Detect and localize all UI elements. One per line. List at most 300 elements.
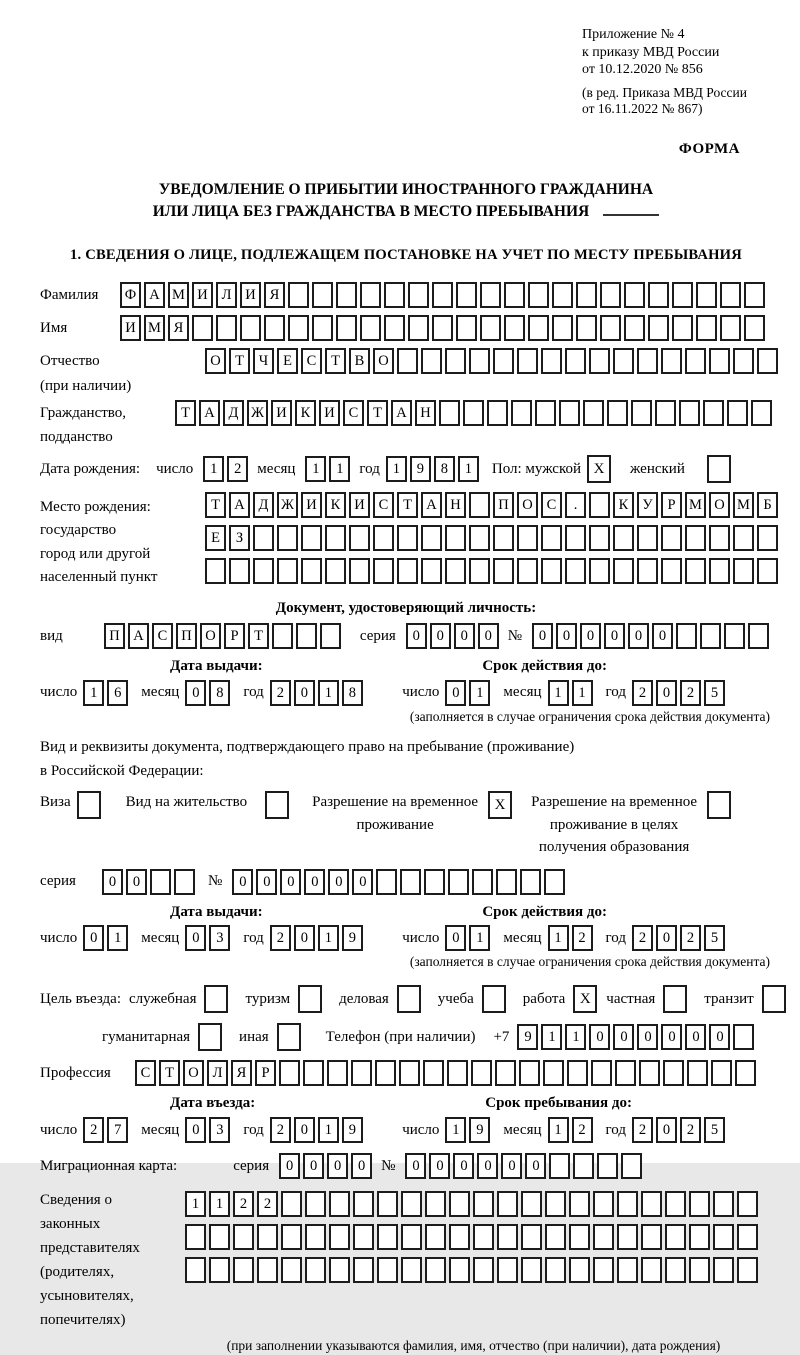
form-cell [737, 1191, 758, 1217]
form-cell [589, 348, 610, 374]
form-cell [421, 348, 442, 374]
purpose-other-checkbox [277, 1023, 304, 1051]
form-cell: Т [325, 348, 346, 374]
temp-residence-label-line2: проживание [356, 816, 434, 833]
form-cell [641, 1224, 662, 1250]
form-cell [733, 558, 754, 584]
form-cell [733, 348, 754, 374]
form-cell [613, 558, 634, 584]
form-cell [445, 525, 466, 551]
form-cell [445, 348, 466, 374]
form-cell [240, 315, 261, 341]
temp-residence-edu-label-line2: проживание в целях [549, 816, 679, 833]
form-cell [565, 525, 586, 551]
form-cell [567, 1060, 588, 1086]
migration-number-label: № [381, 1157, 396, 1174]
permit-expiry-month-cells [548, 925, 596, 951]
form-cell [593, 1224, 614, 1250]
form-cell: 1 [203, 456, 224, 482]
representatives-row2-cells [185, 1224, 761, 1250]
form-cell: У [637, 492, 658, 518]
form-cell [473, 1257, 494, 1283]
form-cell [520, 869, 541, 895]
form-cell [757, 348, 778, 374]
birth-place-row1-cells [205, 492, 781, 518]
form-cell: 0 [501, 1153, 522, 1179]
purpose-humanitarian-label: гуманитарная [102, 1028, 191, 1045]
form-cell [281, 1191, 302, 1217]
form-cell [541, 348, 562, 374]
form-cell: 0 [304, 869, 325, 895]
form-cell: К [295, 400, 316, 426]
representatives-label-line3: представителях [40, 1239, 140, 1256]
form-cell [541, 558, 562, 584]
purpose-humanitarian-checkbox [198, 1023, 225, 1051]
form-cell [672, 282, 693, 308]
form-cell [565, 558, 586, 584]
form-cell [703, 400, 724, 426]
form-cell: Р [255, 1060, 276, 1086]
form-cell [661, 348, 682, 374]
form-cell: Т [248, 623, 269, 649]
sex-female-checkbox [707, 455, 734, 483]
form-cell: Т [159, 1060, 180, 1086]
form-cell [408, 315, 429, 341]
form-cell [353, 1257, 374, 1283]
form-cell [733, 1024, 754, 1050]
form-cell [600, 282, 621, 308]
form-cell [493, 525, 514, 551]
form-cell: 8 [342, 680, 363, 706]
form-cell [591, 1060, 612, 1086]
form-cell [661, 558, 682, 584]
form-cell [349, 525, 370, 551]
form-cell [676, 623, 697, 649]
permit-expiry-note: (заполняется в случае ограничения срока действия документа) [409, 954, 770, 970]
form-cell [541, 525, 562, 551]
visit-purpose-row1 [40, 985, 772, 1013]
form-cell: 2 [270, 1117, 291, 1143]
purpose-study-label: учеба [437, 990, 474, 1007]
patronymic-label: Отчество [40, 353, 100, 370]
form-cell [613, 525, 634, 551]
form-cell: П [176, 623, 197, 649]
representatives-row3-cells [185, 1257, 761, 1283]
form-cell: И [349, 492, 370, 518]
temp-residence-checkbox [488, 791, 515, 819]
ref-edit-line: от 16.11.2022 № 867) [582, 101, 703, 117]
form-cell: 0 [628, 623, 649, 649]
form-cell [425, 1257, 446, 1283]
doc-expiry-note: (заполняется в случае ограничения срока действия документа) [409, 708, 770, 724]
form-cell: 2 [83, 1117, 104, 1143]
surname-label: Фамилия [40, 287, 99, 304]
form-cell [279, 1060, 300, 1086]
form-cell [600, 315, 621, 341]
form-cell [397, 558, 418, 584]
sex-male-checkbox [587, 455, 614, 483]
form-cell [253, 525, 274, 551]
doc-number-cells [532, 623, 772, 649]
form-cell: Е [277, 348, 298, 374]
year-label: год [243, 1121, 264, 1138]
form-cell [720, 315, 741, 341]
visit-purpose-lead: Цель въезда: [40, 990, 121, 1007]
form-cell: 9 [342, 925, 363, 951]
section1-heading: 1. СВЕДЕНИЯ О ЛИЦЕ, ПОДЛЕЖАЩЕМ ПОСТАНОВКЕ НА УЧЕТ ПО МЕСТУ ПРЕБЫВАНИЯ [70, 246, 742, 263]
visa-label: Виза [40, 794, 71, 811]
form-cell [576, 282, 597, 308]
form-cell [707, 455, 731, 483]
form-cell [401, 1191, 422, 1217]
permit-issue-year-cells [270, 925, 366, 951]
doc-expiry-month-cells [548, 680, 596, 706]
form-cell [336, 282, 357, 308]
form-cell [463, 400, 484, 426]
form-cell [495, 1060, 516, 1086]
form-cell [400, 869, 421, 895]
stay-until-day-cells [445, 1117, 493, 1143]
form-cell: 6 [107, 680, 128, 706]
phone-prefix: +7 [493, 1028, 510, 1045]
form-cell [397, 525, 418, 551]
form-cell: 0 [685, 1024, 706, 1050]
form-cell: И [192, 282, 213, 308]
form-cell [265, 791, 289, 819]
form-cell [209, 1224, 230, 1250]
form-cell [545, 1224, 566, 1250]
form-cell: 0 [126, 869, 147, 895]
form-cell [376, 869, 397, 895]
form-label: ФОРМА [678, 141, 740, 158]
form-cell [621, 1153, 642, 1179]
permit-series-label: серия [40, 873, 76, 890]
year-label: год [243, 684, 264, 701]
representatives-label-line5: усыновителях, [40, 1287, 134, 1304]
form-cell: Т [205, 492, 226, 518]
form-cell [204, 985, 228, 1013]
form-cell: 0 [303, 1153, 324, 1179]
form-cell: 0 [327, 1153, 348, 1179]
form-cell [424, 869, 445, 895]
form-cell [325, 525, 346, 551]
purpose-tourism-label: туризм [245, 990, 291, 1007]
form-cell [727, 400, 748, 426]
form-cell: 0 [406, 623, 427, 649]
form-cell: 0 [604, 623, 625, 649]
form-cell: А [199, 400, 220, 426]
surname-cells [120, 282, 768, 308]
form-cell [349, 558, 370, 584]
form-cell [762, 985, 786, 1013]
form-cell [288, 315, 309, 341]
purpose-business-checkbox [397, 985, 424, 1013]
birth-place-row2-cells [205, 525, 781, 551]
entry-date-heading: Дата въезда: [170, 1095, 256, 1112]
form-cell [613, 348, 634, 374]
form-cell [552, 315, 573, 341]
entry-date-headings [40, 1094, 772, 1113]
form-cell [593, 1191, 614, 1217]
form-cell [233, 1224, 254, 1250]
form-cell: 1 [469, 925, 490, 951]
form-cell: 2 [270, 680, 291, 706]
migration-card-label: Миграционная карта: [40, 1157, 178, 1174]
form-cell [607, 400, 628, 426]
phone-label: Телефон (при наличии) [325, 1028, 476, 1045]
form-cell: Ч [253, 348, 274, 374]
form-cell [301, 558, 322, 584]
form-cell: 0 [709, 1024, 730, 1050]
purpose-official-checkbox [204, 985, 231, 1013]
form-cell: 0 [656, 1117, 677, 1143]
form-cell: 2 [680, 1117, 701, 1143]
form-title-line2: ИЛИ ЛИЦА БЕЗ ГРАЖДАНСТВА В МЕСТО ПРЕБЫВАНИЯ [152, 203, 590, 221]
form-cell [296, 623, 317, 649]
form-cell [432, 282, 453, 308]
identity-doc-heading: Документ, удостоверяющий личность: [275, 600, 537, 617]
form-cell: 2 [632, 1117, 653, 1143]
form-cell: 1 [565, 1024, 586, 1050]
migration-series-cells [279, 1153, 375, 1179]
form-cell: 9 [517, 1024, 538, 1050]
form-cell: 2 [233, 1191, 254, 1217]
form-cell [521, 1257, 542, 1283]
form-cell [408, 282, 429, 308]
birth-day-label: число [156, 460, 194, 477]
form-cell: И [271, 400, 292, 426]
form-cell: 0 [656, 925, 677, 951]
purpose-private-checkbox [663, 985, 690, 1013]
form-cell: 0 [351, 1153, 372, 1179]
form-cell [655, 400, 676, 426]
form-cell [757, 525, 778, 551]
form-cell [689, 1191, 710, 1217]
form-cell [617, 1224, 638, 1250]
form-cell: Ф [120, 282, 141, 308]
form-cell [559, 400, 580, 426]
ref-line: Приложение № 4 [582, 27, 685, 42]
form-cell [685, 525, 706, 551]
form-cell: О [205, 348, 226, 374]
form-cell [281, 1257, 302, 1283]
form-cell [185, 1224, 206, 1250]
form-cell: С [135, 1060, 156, 1086]
form-cell: 1 [107, 925, 128, 951]
form-cell [469, 558, 490, 584]
form-cell [493, 348, 514, 374]
form-cell [672, 315, 693, 341]
form-cell [425, 1224, 446, 1250]
form-cell: А [229, 492, 250, 518]
form-title-line1: УВЕДОМЛЕНИЕ О ПРИБЫТИИ ИНОСТРАННОГО ГРАЖДАНИНА [158, 181, 654, 198]
form-cell: 0 [232, 869, 253, 895]
form-cell [631, 400, 652, 426]
form-cell: 0 [429, 1153, 450, 1179]
form-cell [685, 558, 706, 584]
form-cell [573, 1153, 594, 1179]
form-cell: 0 [661, 1024, 682, 1050]
temp-residence-edu-label-line1: Разрешение на временное [531, 794, 698, 811]
doc-expiry-day-cells [445, 680, 493, 706]
form-cell [192, 315, 213, 341]
form-cell [617, 1191, 638, 1217]
form-cell [597, 1153, 618, 1179]
doc-issue-month-cells [185, 680, 233, 706]
form-cell [325, 558, 346, 584]
title-blank-underline [603, 213, 659, 216]
form-cell [696, 282, 717, 308]
form-cell: Б [757, 492, 778, 518]
form-cell: Я [231, 1060, 252, 1086]
form-cell: С [301, 348, 322, 374]
form-cell: 2 [227, 456, 248, 482]
form-cell [303, 1060, 324, 1086]
permit-number-label: № [208, 873, 223, 890]
form-cell: Ж [247, 400, 268, 426]
form-cell [473, 1191, 494, 1217]
form-cell [281, 1224, 302, 1250]
permit-issue-day-cells [83, 925, 131, 951]
form-cell [519, 1060, 540, 1086]
form-cell [399, 1060, 420, 1086]
temp-residence-edu-label-line3: получения образования [538, 839, 690, 856]
form-cell: Е [205, 525, 226, 551]
form-cell: С [343, 400, 364, 426]
citizenship-cells [175, 400, 775, 426]
form-cell [229, 558, 250, 584]
form-cell [583, 400, 604, 426]
option-visa [40, 791, 104, 819]
form-cell: 1 [548, 680, 569, 706]
form-cell: 1 [209, 1191, 230, 1217]
form-cell [648, 282, 669, 308]
form-cell [521, 1191, 542, 1217]
purpose-tourism-checkbox [298, 985, 325, 1013]
doc-series-cells [406, 623, 502, 649]
form-cell: 1 [329, 456, 350, 482]
day-label: число [40, 929, 78, 946]
birth-month-cells [305, 456, 353, 482]
form-cell [277, 525, 298, 551]
purpose-study-checkbox [482, 985, 509, 1013]
form-cell: 5 [704, 680, 725, 706]
form-cell: X [587, 455, 611, 483]
form-cell: 1 [458, 456, 479, 482]
form-cell [661, 525, 682, 551]
form-cell: Т [397, 492, 418, 518]
form-cell: 0 [453, 1153, 474, 1179]
migration-number-cells [405, 1153, 645, 1179]
purpose-transit-label: транзит [704, 990, 754, 1007]
form-cell: 8 [434, 456, 455, 482]
form-cell [517, 348, 538, 374]
form-cell [545, 1257, 566, 1283]
form-cell [543, 1060, 564, 1086]
form-cell: 1 [548, 1117, 569, 1143]
day-label: число [40, 684, 78, 701]
form-cell: 1 [386, 456, 407, 482]
profession-label: Профессия [40, 1065, 111, 1082]
form-cell: Т [367, 400, 388, 426]
form-cell [397, 985, 421, 1013]
form-cell [448, 869, 469, 895]
form-cell [449, 1191, 470, 1217]
ref-line: к приказу МВД России [582, 44, 720, 60]
form-cell [185, 1257, 206, 1283]
form-cell [329, 1257, 350, 1283]
permit-issue-date [40, 925, 376, 951]
birth-month-label: месяц [257, 460, 296, 477]
form-cell: 0 [556, 623, 577, 649]
stay-until-heading: Срок пребывания до: [485, 1095, 632, 1112]
form-cell [377, 1257, 398, 1283]
form-cell [593, 1257, 614, 1283]
form-cell [565, 348, 586, 374]
form-cell [733, 525, 754, 551]
form-cell [720, 282, 741, 308]
form-cell: О [200, 623, 221, 649]
form-cell [545, 1191, 566, 1217]
form-cell [456, 282, 477, 308]
month-label: месяц [141, 684, 180, 701]
form-cell [233, 1257, 254, 1283]
form-cell [687, 1060, 708, 1086]
birth-year-cells [386, 456, 482, 482]
form-cell: 0 [405, 1153, 426, 1179]
form-cell [377, 1224, 398, 1250]
form-cell: 0 [352, 869, 373, 895]
citizenship-sublabel: подданство [40, 429, 113, 446]
form-cell [432, 315, 453, 341]
form-cell: 0 [185, 680, 206, 706]
form-cell [480, 282, 501, 308]
form-cell: З [229, 525, 250, 551]
form-cell: П [493, 492, 514, 518]
given-name-label: Имя [40, 320, 68, 337]
form-cell: 1 [318, 1117, 339, 1143]
form-cell: 1 [541, 1024, 562, 1050]
year-label: год [605, 684, 626, 701]
form-cell [257, 1257, 278, 1283]
form-cell [504, 315, 525, 341]
stay-until-month-cells [548, 1117, 596, 1143]
purpose-private-label: частная [606, 990, 656, 1007]
form-cell [312, 282, 333, 308]
form-cell [421, 558, 442, 584]
temp-residence-edu-checkbox [707, 791, 734, 819]
form-cell [384, 282, 405, 308]
migration-series-label: серия [233, 1157, 270, 1174]
form-cell: Ж [277, 492, 298, 518]
stay-until-date [402, 1117, 738, 1143]
month-label: месяц [141, 1121, 180, 1138]
year-label: год [243, 929, 264, 946]
form-cell [552, 282, 573, 308]
form-cell: А [421, 492, 442, 518]
form-cell: 1 [318, 925, 339, 951]
form-cell [482, 985, 506, 1013]
form-cell: И [301, 492, 322, 518]
purpose-other-label: иная [239, 1028, 269, 1045]
representatives-row1-cells [185, 1191, 761, 1217]
form-cell [298, 985, 322, 1013]
form-cell: 2 [572, 925, 593, 951]
form-cell [744, 315, 765, 341]
representatives-label-line2: законных [40, 1215, 101, 1232]
form-cell [301, 525, 322, 551]
option-residence-permit [126, 791, 292, 819]
